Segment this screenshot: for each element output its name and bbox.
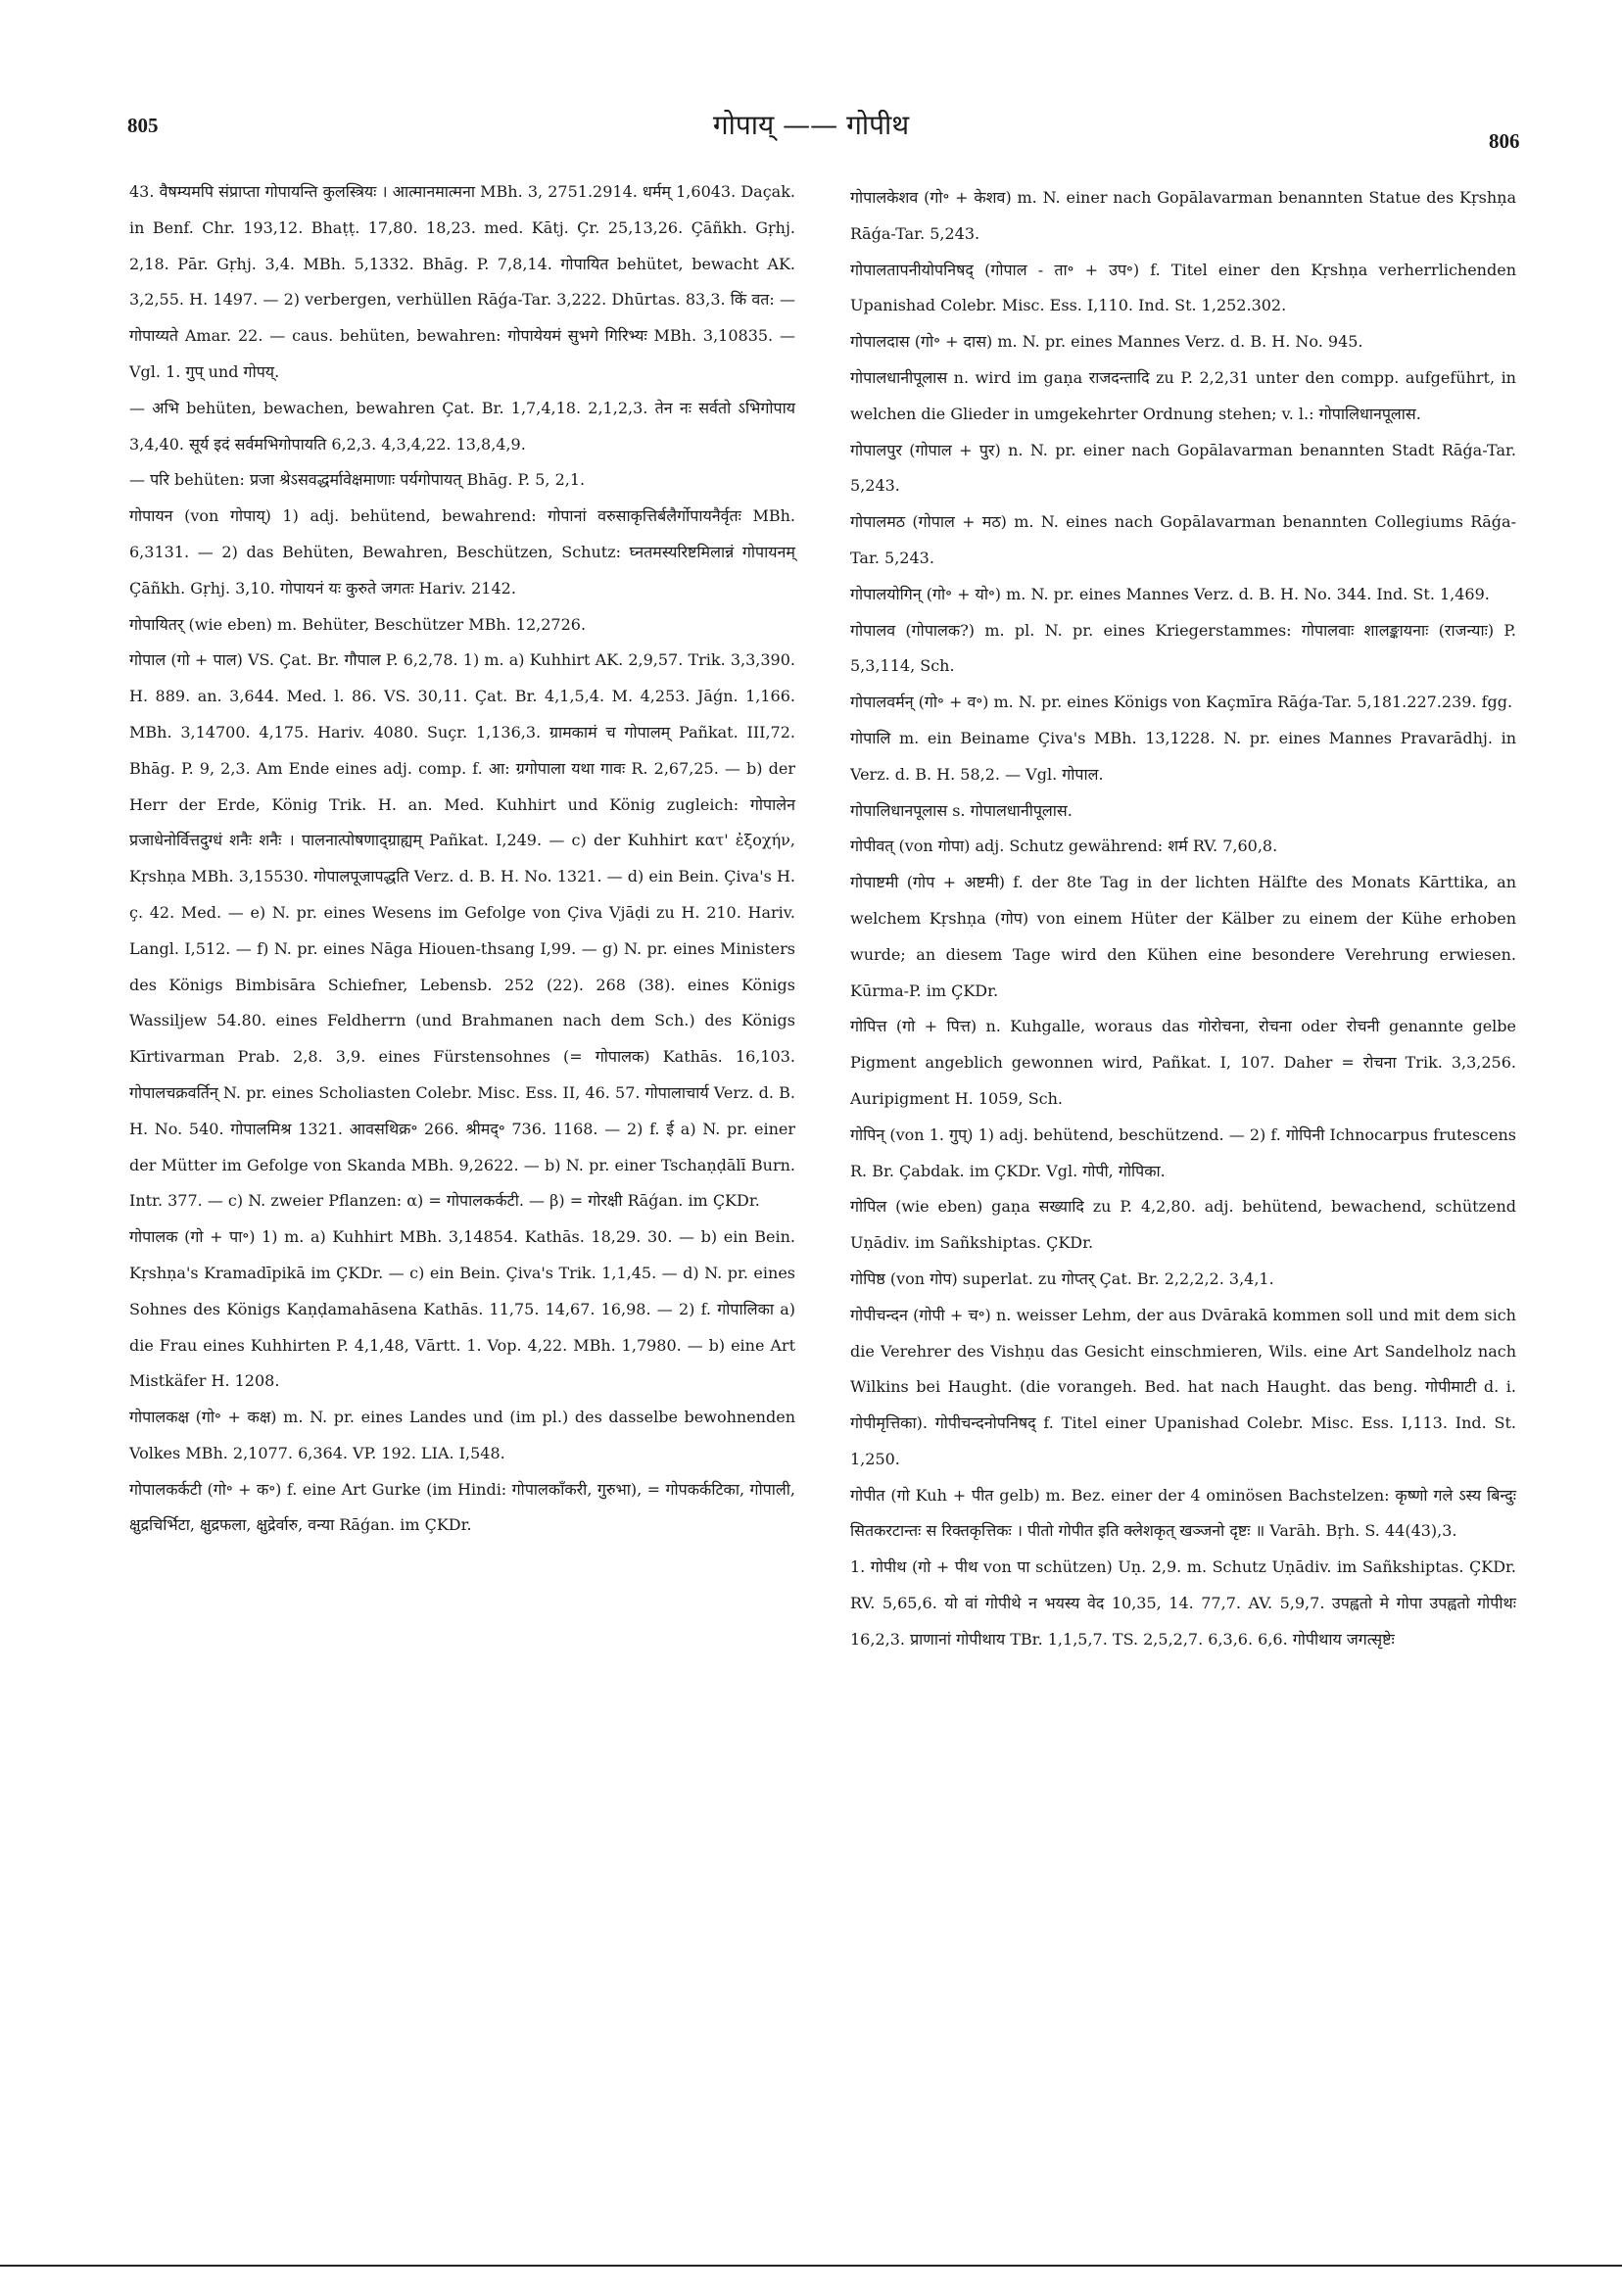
- entry-paragraph: गोपिन् (von 1. गुप्) 1) adj. behütend, beschützend. — 2) f. गोपिनी Ichnocarpus frutescens R. Br. Çabdak. im ÇKDr. Vgl. गोपी, गोपिका.: [850, 1124, 1516, 1180]
- entry-paragraph: 43. वैषम्यमपि संप्राप्ता गोपायन्ति कुलस्त्रियः । आत्मानमात्मना MBh. 3, 2751.2914. धर्मम् 1,6043. Daçak. in Benf. Chr. 193,12. Bhaṭṭ. 17,80. 18,23. med. Kātj. Çr. 25,13,26. Çāñkh. Gṛhj. 2,18. Pār. Gṛhj. 3,4. MBh. 5,1332. Bhāg. P. 7,8,14. गोपायित behütet, bewacht AK. 3,2,55. H. 1497. — 2) verbergen, verhüllen Rāǵa-Tar. 3,222. Dhūrtas. 83,3. किं वत: — गोपाय्यते Amar. 22. — caus. behüten, bewahren: गोपायेयमं सुभगे गिरिभ्यः MBh. 3,10835. — Vgl. 1. गुप् und गोपय्.: [129, 182, 795, 381]
- right-column: [850, 180, 1516, 1658]
- entry-paragraph: गोपालव (गोपालक?) m. pl. N. pr. eines Kriegerstammes: गोपालवाः शालङ्कायनाः (राजन्याः) P. 5,3,114, Sch.: [850, 620, 1516, 676]
- entry-paragraph: गोपालदास (गो॰ + दास) m. N. pr. eines Mannes Verz. d. B. H. No. 945.: [850, 332, 1363, 352]
- entry-paragraph: गोपाष्टमी (गोप + अष्टमी) f. der 8te Tag in der lichten Hälfte des Monats Kārttika, an welchem Kṛshṇa (गोप) von einem Hüter der Kälber zu einem der Kühe erhoben wurde; an diesem Tage wird den Kühen eine besondere Verehrung erwiesen. Kūrma-P. im ÇKDr.: [850, 873, 1516, 1000]
- page-number-right: 806: [1489, 129, 1520, 153]
- entry-paragraph: गोपालिधानपूलास s. गोपालधानीपूलास.: [850, 800, 1073, 820]
- entry-paragraph: गोपालवर्मन् (गो॰ + व॰) m. N. pr. eines Königs von Kaçmīra Rāǵa-Tar. 5,181.227.239. fgg.: [850, 693, 1513, 712]
- entry-paragraph: गोपीचन्दन (गोपी + च॰) n. weisser Lehm, der aus Dvārakā kommen soll und mit dem sich die Verehrer des Vishṇu das Gesicht einschmieren, Wils. eine Art Sandelholz nach Wilkins bei Haught. (die vorangeh. Bed. hat nach Haught. das beng. गोपीमाटी d. i. गोपीमृत्तिका). गोपीचन्दनोपनिषद् f. Titel einer Upanishad Colebr. Misc. Ess. I,113. Ind. St. 1,250.: [850, 1305, 1516, 1468]
- entry-paragraph: गोपालयोगिन् (गो॰ + यो॰) m. N. pr. eines Mannes Verz. d. B. H. No. 344. Ind. St. 1,469.: [850, 584, 1490, 603]
- entry-paragraph: गोपायन (von गोपाय्) 1) adj. behütend, bewahrend: गोपानां वरुसाकृत्तिर्बलैर्गोपायनैर्वृतः MBh. 6,3131. — 2) das Behüten, Bewahren, Beschützen, Schutz: घ्नतमस्यरिष्टमिलान्नं गोपायनम् Çāñkh. Gṛhj. 3,10. गोपायनं यः कुरुते जगतः Hariv. 2142.: [129, 506, 795, 598]
- entry-paragraph: गोपिष्ठ (von गोप) superlat. zu गोप्तर् Çat. Br. 2,2,2,2. 3,4,1.: [850, 1268, 1274, 1288]
- entry-paragraph: गोपायितर् (wie eben) m. Behüter, Beschützer MBh. 12,2726.: [129, 614, 587, 634]
- entry-paragraph: — परि behüten: प्रजा श्रेऽसवद्धर्मावेक्षमाणाः पर्यगोपायत् Bhāg. P. 5, 2,1.: [129, 470, 586, 490]
- entry-paragraph: गोपालकेशव (गो॰ + केशव) m. N. einer nach Gopālavarman benannten Statue des Kṛshṇa Rāǵa-Tar. 5,243.: [850, 188, 1516, 243]
- running-head: गोपाय् —— गोपीथ: [712, 109, 910, 141]
- entry-paragraph: गोपित्त (गो + पित्त) n. Kuhgalle, woraus das गोरोचना, रोचना oder रोचनी genannte gelbe Pigment angeblich gewonnen wird, Pañkat. I, 107. Daher = रोचना Trik. 3,3,256. Auripigment H. 1059, Sch.: [850, 1017, 1516, 1108]
- entry-paragraph: गोपालि m. ein Beiname Çiva's MBh. 13,1228. N. pr. eines Mannes Pravarādhj. in Verz. d. B. H. 58,2. — Vgl. गोपाल.: [850, 728, 1516, 784]
- entry-paragraph: 1. गोपीथ (गो + पीथ von पा schützen) Uṇ. 2,9. m. Schutz Uṇādiv. im Sañkshiptas. ÇKDr. RV. 5,65,6. यो वां गोपीथे न भयस्य वेद 10,35, 14. 77,7. AV. 5,9,7. उपह्वतो मे गोपा उपह्वतो गोपीथः 16,2,3. प्राणानां गोपीथाय TBr. 1,1,5,7. TS. 2,5,2,7. 6,3,6. 6,6. गोपीथाय जगत्सृष्टेः: [850, 1557, 1516, 1649]
- entry-paragraph: गोपीत (गो Kuh + पीत gelb) m. Bez. einer der 4 ominösen Bachstelzen: कृष्णो गले ऽस्य बिन्दुः सितकरटान्तः स रिक्तकृत्तिकः । पीतो गोपीत इति क्लेशकृत् खञ्जनो दृष्टः ॥ Varāh. Bṛh. S. 44(43),3.: [850, 1485, 1516, 1541]
- entry-paragraph: गोपालकर्कटी (गो॰ + क॰) f. eine Art Gurke (im Hindi: गोपालकाँकरी, गुरुभा), = गोपकर्कटिका, गोपाली, क्षुद्रचिर्भिटा, क्षुद्रफला, क्षुद्रेर्वारु, वन्या Rāǵan. im ÇKDr.: [129, 1479, 795, 1535]
- left-column: [129, 174, 795, 1544]
- entry-paragraph: गोपालक (गो + पा॰) 1) m. a) Kuhhirt MBh. 3,14854. Kathās. 18,29. 30. — b) ein Bein. Kṛshṇa's Kramadīpikā im ÇKDr. — c) ein Bein. Çiva's Trik. 1,1,45. — d) N. pr. eines Sohnes des Königs Kaṇḍamahāsena Kathās. 11,75. 14,67. 16,98. — 2) f. गोपालिका a) die Frau eines Kuhhirten P. 4,1,48, Vārtt. 1. Vop. 4,22. MBh. 1,7980. — b) eine Art Mistkäfer H. 1208.: [129, 1227, 795, 1391]
- page-number-left: 805: [127, 114, 159, 137]
- entry-paragraph: गोपालधानीपूलास n. wird im gaṇa राजदन्तादि zu P. 2,2,31 unter den compp. aufgeführt, in welchen die Glieder in umgekehrter Ordnung stehen; v. l.: गोपालिधानपूलास.: [850, 367, 1516, 423]
- entry-paragraph: गोपिल (wie eben) gaṇa सख्यादि zu P. 4,2,80. adj. behütend, bewachend, schützend Uṇādiv. im Sañkshiptas. ÇKDr.: [850, 1197, 1516, 1253]
- entry-paragraph: गोपालतापनीयोपनिषद् (गोपाल - ता॰ + उप॰) f. Titel einer den Kṛshṇa verherrlichenden Upanishad Colebr. Misc. Ess. I,110. Ind. St. 1,252.302.: [850, 260, 1516, 315]
- bottom-rule: [0, 2265, 1622, 2267]
- entry-paragraph: गोपालमठ (गोपाल + मठ) m. N. eines nach Gopālavarman benannten Collegiums Rāǵa-Tar. 5,243.: [850, 512, 1516, 567]
- entry-paragraph: — अभि behüten, bewachen, bewahren Çat. Br. 1,7,4,18. 2,1,2,3. तेन नः सर्वतो ऽभिगोपाय 3,4,40. सूर्य इदं सर्वमभिगोपायति 6,2,3. 4,3,4,22. 13,8,4,9.: [129, 398, 795, 454]
- entry-paragraph: गोपालकक्ष (गो॰ + कक्ष) m. N. pr. eines Landes und (im pl.) des dasselbe bewohnenden Volkes MBh. 2,1077. 6,364. VP. 192. LIA. I,548.: [129, 1408, 795, 1462]
- entry-paragraph: गोपीवत् (von गोपा) adj. Schutz gewährend: शर्म RV. 7,60,8.: [850, 837, 1278, 856]
- entry-paragraph: गोपालपुर (गोपाल + पुर) n. N. pr. einer nach Gopālavarman benannten Stadt Rāǵa-Tar. 5,243.: [850, 440, 1516, 496]
- entry-paragraph: गोपाल (गो + पाल) VS. Çat. Br. गौपाल P. 6,2,78. 1) m. a) Kuhhirt AK. 2,9,57. Trik. 3,3,390. H. 889. an. 3,644. Med. l. 86. VS. 30,11. Çat. Br. 4,1,5,4. M. 4,253. Jāǵn. 1,166. MBh. 3,14700. 4,175. Hariv. 4080. Suçr. 1,136,3. ग्रामकामं च गोपालम् Pañkat. III,72. Bhāg. P. 9, 2,3. Am Ende eines adj. comp. f. आ: ग्रगोपाला यथा गावः R. 2,67,25. — b) der Herr der Erde, König Trik. H. an. Med. Kuhhirt und König zugleich: गोपालेन प्रजाधेनोर्वित्तदुग्धं शनैः शनैः । पालनात्पोषणाद्ग्राह्यम् Pañkat. I,249. — c) der Kuhhirt κατ' ἐξοχήν, Kṛshṇa MBh. 3,15530. गोपालपूजापद्धति Verz. d. B. H. No. 1321. — d) ein Bein. Çiva's H. ç. 42. Med. — e) N. pr. eines Wesens im Gefolge von Çiva Vjāḍi zu H. 210. Hariv. Langl. I,512. — f) N. pr. eines Nāga Hiouen-thsang I,99. — g) N. pr. eines Ministers des Königs Bimbisāra Schiefner, Lebensb. 252 (22). 268 (38). eines Königs Wassiljew 54.80. eines Feldherrn (und Brahmanen nach dem Sch.) des Königs Kīrtivarman Prab. 2,8. 3,9. eines Fürstensohnes (= गोपालक) Kathās. 16,103. गोपालचक्रवर्तिन् N. pr. eines Scholiasten Colebr. Misc. Ess. II, 46. 57. गोपालाचार्य Verz. d. B. H. No. 540. गोपालमिश्र 1321. आवसथिक्र॰ 266. श्रीमद्॰ 736. 1168. — 2) f. ई a) N. pr. einer der Mütter im Gefolge von Skanda MBh. 9,2622. — b) N. pr. einer Tschaṇḍālī Burn. Intr. 377. — c) N. zweier Pflanzen: α) = गोपालकर्कटी. — β) = गोरक्षी Rāǵan. im ÇKDr.: [129, 650, 795, 1211]
